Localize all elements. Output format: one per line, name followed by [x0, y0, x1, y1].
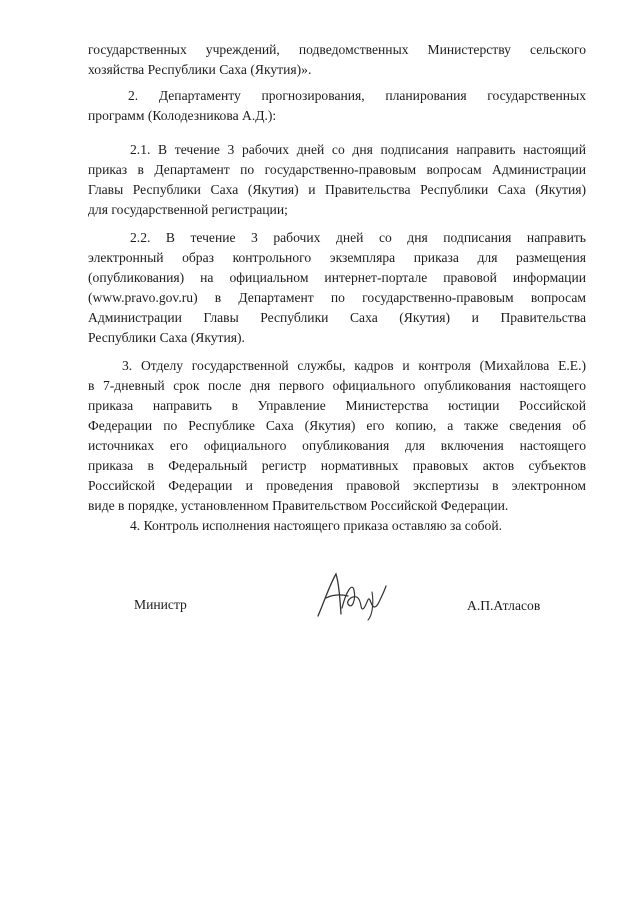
text-line: Администрации Главы Республики Саха (Якутия) и Правительства [88, 310, 586, 325]
text-line: приказа направить в Управление Министерства юстиции Российской [88, 398, 586, 413]
text-line: Главы Республики Саха (Якутия) и Правительства Республики Саха (Якутия) [88, 182, 586, 197]
text-line: 3. Отделу государственной службы, кадров и контроля (Михайлова Е.Е.) [122, 358, 586, 373]
text-line: (www.pravo.gov.ru) в Департамент по государственно-правовым вопросам [88, 290, 586, 305]
text-line: 2. Департаменту прогнозирования, планирования государственных [128, 88, 586, 103]
text-line: в 7-дневный срок после дня первого официального опубликования настоящего [88, 378, 586, 393]
text-line: Республики Саха (Якутия). [88, 330, 245, 345]
text-line: электронный образ контрольного экземпляра приказа для размещения [88, 250, 586, 265]
text-line: 4. Контроль исполнения настоящего приказа оставляю за собой. [130, 518, 503, 533]
text-line: приказ в Департамент по государственно-правовым вопросам Администрации [88, 162, 586, 177]
text-line: государственных учреждений, подведомственных Министерству сельского [88, 42, 586, 57]
text-line: 2.2. В течение 3 рабочих дней со дня подписания направить [130, 230, 586, 245]
text-line: Российской Федерации и проведения правовой экспертизы в электронном [88, 478, 586, 493]
text-line: хозяйства Республики Саха (Якутия)». [88, 62, 312, 77]
text-line: виде в порядке, установленном Правительством Российской Федерации. [88, 498, 509, 513]
signatory-position: Министр [134, 597, 187, 612]
text-line: (опубликования) на официальном интернет-портале правовой информации [88, 270, 586, 285]
text-line: источниках его официального опубликования для включения настоящего [88, 438, 586, 453]
text-line: для государственной регистрации; [88, 202, 288, 217]
text-line: Федерации по Республике Саха (Якутия) его копию, а также сведения об [88, 418, 586, 433]
text-line: программ (Колодезникова А.Д.): [88, 108, 277, 123]
handwritten-signature [312, 570, 392, 622]
signatory-name: А.П.Атласов [467, 598, 541, 613]
text-line: 2.1. В течение 3 рабочих дней со дня подписания направить настоящий [130, 142, 586, 157]
text-line: приказа в Федеральный регистр нормативных правовых актов субъектов [88, 458, 586, 473]
